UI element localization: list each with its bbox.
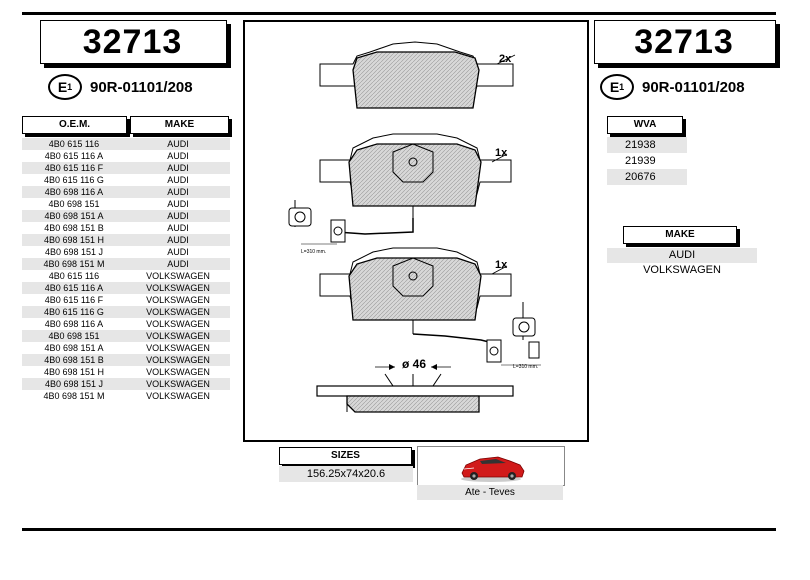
oem-table-row xyxy=(22,270,230,282)
oem-make: AUDI xyxy=(167,187,189,197)
oem-number: 4B0 698 151 xyxy=(48,199,100,209)
qty-label-top: 2x xyxy=(499,53,512,65)
oem-make: AUDI xyxy=(167,247,189,257)
oem-number: 4B0 698 116 A xyxy=(44,319,104,329)
oem-number: 4B0 698 151 H xyxy=(43,235,105,245)
oem-table xyxy=(22,138,230,402)
oem-table-row xyxy=(22,342,230,354)
oem-table-row xyxy=(22,282,230,294)
oem-number: 4B0 698 151 A xyxy=(44,343,104,353)
sensor-length-mid: L=310 mm. xyxy=(301,249,327,255)
oem-table-row xyxy=(22,354,230,366)
oem-number: 4B0 698 151 J xyxy=(44,247,104,257)
oem-make: AUDI xyxy=(167,235,189,245)
oem-make: AUDI xyxy=(167,139,189,149)
oem-make: VOLKSWAGEN xyxy=(146,283,210,293)
oem-table-row xyxy=(22,294,230,306)
pad-side-profile xyxy=(317,386,513,412)
application-caption: Ate - Teves xyxy=(417,485,563,500)
oem-table-row xyxy=(22,150,230,162)
technical-drawing-frame xyxy=(243,20,589,442)
oem-number: 4B0 698 151 B xyxy=(44,223,104,233)
part-number-right: 32713 xyxy=(634,23,734,61)
sensor-length-bottom: L=310 mm. xyxy=(513,364,539,370)
oem-make: AUDI xyxy=(167,151,189,161)
oem-make: AUDI xyxy=(167,259,189,269)
oem-number: 4B0 615 116 xyxy=(48,271,100,281)
oem-make: VOLKSWAGEN xyxy=(146,343,210,353)
ece-mark-icon: E 1 xyxy=(48,74,82,100)
oem-make: VOLKSWAGEN xyxy=(146,379,210,389)
oem-number: 4B0 615 116 A xyxy=(44,151,104,161)
oem-make: AUDI xyxy=(167,175,189,185)
oem-number: 4B0 698 151 J xyxy=(44,379,104,389)
oem-header: O.E.M. xyxy=(22,116,127,134)
qty-label-bottom: 1x xyxy=(495,259,508,271)
oem-table-row xyxy=(22,378,230,390)
make-item: VOLKSWAGEN xyxy=(643,264,721,276)
wva-list xyxy=(607,137,687,185)
oem-table-row xyxy=(22,390,230,402)
part-number-left: 32713 xyxy=(82,23,183,61)
oem-table-row xyxy=(22,210,230,222)
ece-approval-code: 90R-01101/208 xyxy=(642,78,745,96)
oem-number: 4B0 615 116 G xyxy=(44,175,104,185)
oem-table-row xyxy=(22,366,230,378)
oem-make: AUDI xyxy=(167,223,189,233)
pad-top xyxy=(320,42,515,108)
oem-make: VOLKSWAGEN xyxy=(146,295,210,305)
oem-number: 4B0 615 116 G xyxy=(44,307,104,317)
sizes-header: SIZES xyxy=(279,447,412,465)
oem-number: 4B0 698 151 A xyxy=(44,211,104,221)
ece-approval-code: 90R-01101/208 xyxy=(90,78,193,96)
oem-table-row xyxy=(22,246,230,258)
oem-table-row xyxy=(22,318,230,330)
make-item: AUDI xyxy=(607,248,757,263)
wva-header: WVA xyxy=(607,116,683,134)
oem-number: 4B0 698 151 xyxy=(48,331,100,341)
oem-number: 4B0 698 116 A xyxy=(44,187,104,197)
pad-bottom xyxy=(320,248,541,370)
oem-make: VOLKSWAGEN xyxy=(146,271,210,281)
oem-table-row xyxy=(22,306,230,318)
make-list-header: MAKE xyxy=(623,226,737,244)
oem-table-row xyxy=(22,258,230,270)
application-image xyxy=(417,446,565,486)
brake-pad-drawing xyxy=(245,22,587,440)
oem-number: 4B0 615 116 xyxy=(48,139,100,149)
oem-table-row xyxy=(22,234,230,246)
top-rule xyxy=(22,12,776,15)
oem-table-row xyxy=(22,222,230,234)
wva-item: 21939 xyxy=(625,155,656,167)
oem-make: VOLKSWAGEN xyxy=(146,307,210,317)
oem-table-row xyxy=(22,138,230,150)
oem-number: 4B0 698 151 M xyxy=(43,259,105,269)
oem-table-row xyxy=(22,174,230,186)
oem-number: 4B0 698 151 H xyxy=(43,367,105,377)
make-header: MAKE xyxy=(130,116,229,134)
oem-table-row xyxy=(22,330,230,342)
oem-make: VOLKSWAGEN xyxy=(146,367,210,377)
oem-make: VOLKSWAGEN xyxy=(146,391,210,401)
wva-item: 21938 xyxy=(607,137,687,153)
wva-item: 20676 xyxy=(607,169,687,185)
oem-make: AUDI xyxy=(167,199,189,209)
ece-approval-left xyxy=(48,74,193,100)
bottom-rule xyxy=(22,528,776,531)
oem-make: VOLKSWAGEN xyxy=(146,331,210,341)
oem-number: 4B0 698 151 B xyxy=(44,355,104,365)
oem-table-row xyxy=(22,186,230,198)
oem-make: AUDI xyxy=(167,163,189,173)
sizes-value: 156.25x74x20.6 xyxy=(279,466,413,482)
oem-table-row xyxy=(22,198,230,210)
oem-table-row xyxy=(22,162,230,174)
oem-make: AUDI xyxy=(167,211,189,221)
make-list xyxy=(607,248,757,278)
oem-number: 4B0 615 116 A xyxy=(44,283,104,293)
ece-mark-icon: E 1 xyxy=(600,74,634,100)
diameter-label: ø 46 xyxy=(402,357,427,371)
oem-number: 4B0 615 116 F xyxy=(44,163,104,173)
qty-label-mid: 1x xyxy=(495,147,508,159)
pad-middle xyxy=(289,134,511,255)
oem-number: 4B0 615 116 F xyxy=(44,295,104,305)
oem-number: 4B0 698 151 M xyxy=(43,391,105,401)
ece-approval-right xyxy=(600,74,745,100)
oem-make: VOLKSWAGEN xyxy=(146,319,210,329)
oem-make: VOLKSWAGEN xyxy=(146,355,210,365)
car-icon xyxy=(418,447,564,485)
